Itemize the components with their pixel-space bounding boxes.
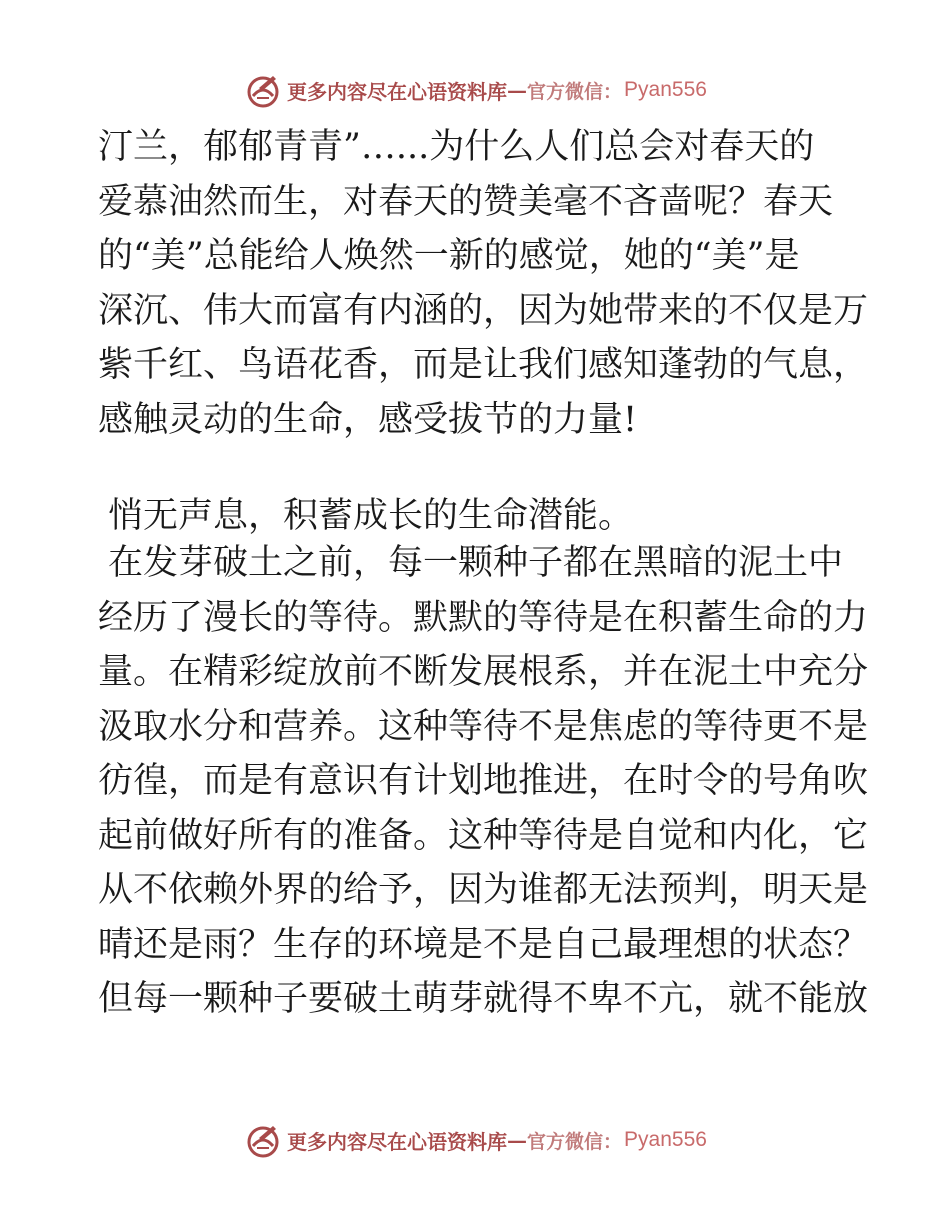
banner-wechat-label: 官方微信： — [527, 1130, 623, 1153]
banner-dash: — — [507, 1128, 528, 1152]
text-line: 悄无声息，积蓄成长的生命潜能。 — [108, 496, 634, 536]
text-line: 感触灵动的生命，感受拔节的力量! — [98, 399, 638, 440]
text-line: 紫千红、鸟语花香，而是让我们感知蓬勃的气息， — [98, 345, 869, 385]
banner-dash: — — [507, 78, 528, 102]
text-line: 经历了漫长的等待。默默的等待是在积蓄生命的力 — [98, 597, 869, 638]
text-line: 在发芽破土之前，每一颗种子都在黑暗的泥土中 — [108, 543, 844, 583]
footer-banner — [0, 1118, 950, 1162]
banner-wechat-handle: Pyan556 — [624, 78, 707, 101]
paragraph-1 — [98, 120, 869, 447]
book-pen-logo-icon — [243, 1120, 283, 1160]
text-line: 的“美”总能给人焕然一新的感觉，她的“美”是 — [98, 236, 800, 276]
banner-wechat-label: 官方微信： — [527, 80, 623, 103]
text-line: 汀兰，郁郁青青”…...为什么人们总会对春天的 — [98, 127, 815, 167]
book-pen-logo-icon — [243, 70, 283, 110]
text-line: 深沉、伟大而富有内涵的，因为她带来的不仅是万 — [98, 290, 869, 331]
text-line: 彷徨，而是有意识有计划地推进，在时令的号角吹 — [98, 761, 869, 801]
banner-promo-text: 更多内容尽在心语资料库 — [287, 79, 508, 104]
text-line: 汲取水分和营养。这种等待不是焦虑的等待更不是 — [98, 706, 869, 747]
paragraph-3 — [98, 536, 869, 1027]
banner-wechat-handle: Pyan556 — [624, 1128, 707, 1151]
header-banner — [0, 68, 950, 112]
banner-promo-text: 更多内容尽在心语资料库 — [287, 1129, 508, 1154]
text-line: 从不依赖外界的给予，因为谁都无法预判，明天是 — [98, 870, 869, 910]
text-line: 但每一颗种子要破土萌芽就得不卑不亢，就不能放 — [98, 979, 869, 1019]
text-line: 晴还是雨？生存的环境是不是自己最理想的状态？ — [98, 924, 869, 965]
text-line: 量。在精彩绽放前不断发展根系，并在泥土中充分 — [98, 652, 869, 692]
text-line: 起前做好所有的准备。这种等待是自觉和内化，它 — [98, 815, 869, 856]
text-line: 爱慕油然而生，对春天的赞美毫不吝啬呢？春天 — [98, 181, 834, 222]
